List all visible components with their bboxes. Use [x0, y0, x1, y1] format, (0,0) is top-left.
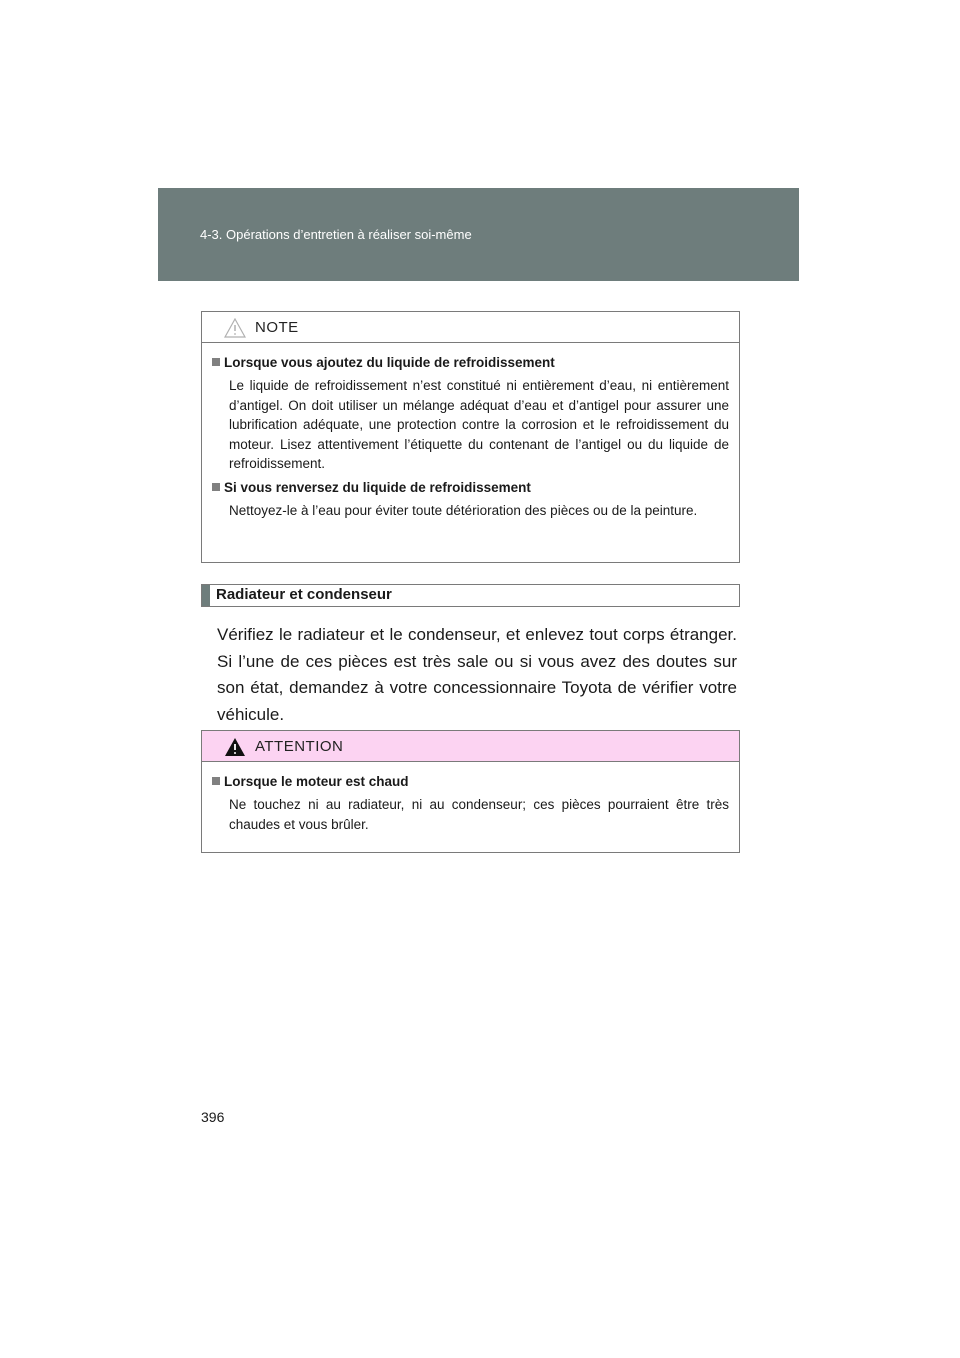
bullet-square-icon	[212, 358, 220, 366]
note-item-title	[212, 355, 729, 370]
note-body	[202, 343, 739, 540]
note-box	[201, 311, 740, 563]
section-title: Radiateur et condenseur	[216, 586, 392, 603]
attention-item-title	[212, 774, 729, 789]
attention-title: ATTENTION	[255, 738, 344, 755]
attention-body	[202, 762, 739, 854]
chapter-header	[158, 188, 799, 281]
bullet-square-icon	[212, 777, 220, 785]
attention-header	[202, 731, 739, 762]
section-heading	[201, 584, 740, 607]
section-paragraph: Vérifiez le radiateur et le condenseur, et enlevez tout corps étranger. Si l’une de ces pièces est très sale ou si vous avez des doutes sur son état, demandez à votre concessionnaire Toyota de vérifier votre véhicule.	[217, 625, 737, 724]
bullet-square-icon	[212, 483, 220, 491]
note-title: NOTE	[255, 319, 299, 336]
note-item-title-text: Lorsque vous ajoutez du liquide de refroidissement	[224, 355, 555, 370]
warning-icon	[224, 737, 246, 757]
note-item-text: Le liquide de refroidissement n’est constitué ni entièrement d’eau, ni entièrement d’antigel. On doit utiliser un mélange adéquat d’eau et d’antigel pour assurer une lubrification adéquate, une protection contre la corrosion et le refroidissement du moteur. Lisez attentivement l’étiquette du contenant de l’antigel ou du liquide de refroidissement.	[229, 378, 729, 471]
section-marker	[202, 585, 210, 606]
note-header	[202, 312, 739, 343]
warning-outline-icon	[224, 318, 246, 338]
note-item-title	[212, 480, 729, 495]
note-item-text: Nettoyez-le à l’eau pour éviter toute détérioration des pièces ou de la peinture.	[229, 502, 698, 518]
attention-box	[201, 730, 740, 853]
chapter-breadcrumb: 4-3. Opérations d’entretien à réaliser soi-même	[200, 227, 472, 242]
attention-item-text: Ne touchez ni au radiateur, ni au condenseur; ces pièces pourraient être très chaudes et vous brûler.	[229, 797, 729, 832]
note-item-title-text: Si vous renversez du liquide de refroidissement	[224, 479, 531, 495]
attention-item-title-text: Lorsque le moteur est chaud	[224, 774, 409, 789]
page-number: 396	[201, 1109, 225, 1125]
